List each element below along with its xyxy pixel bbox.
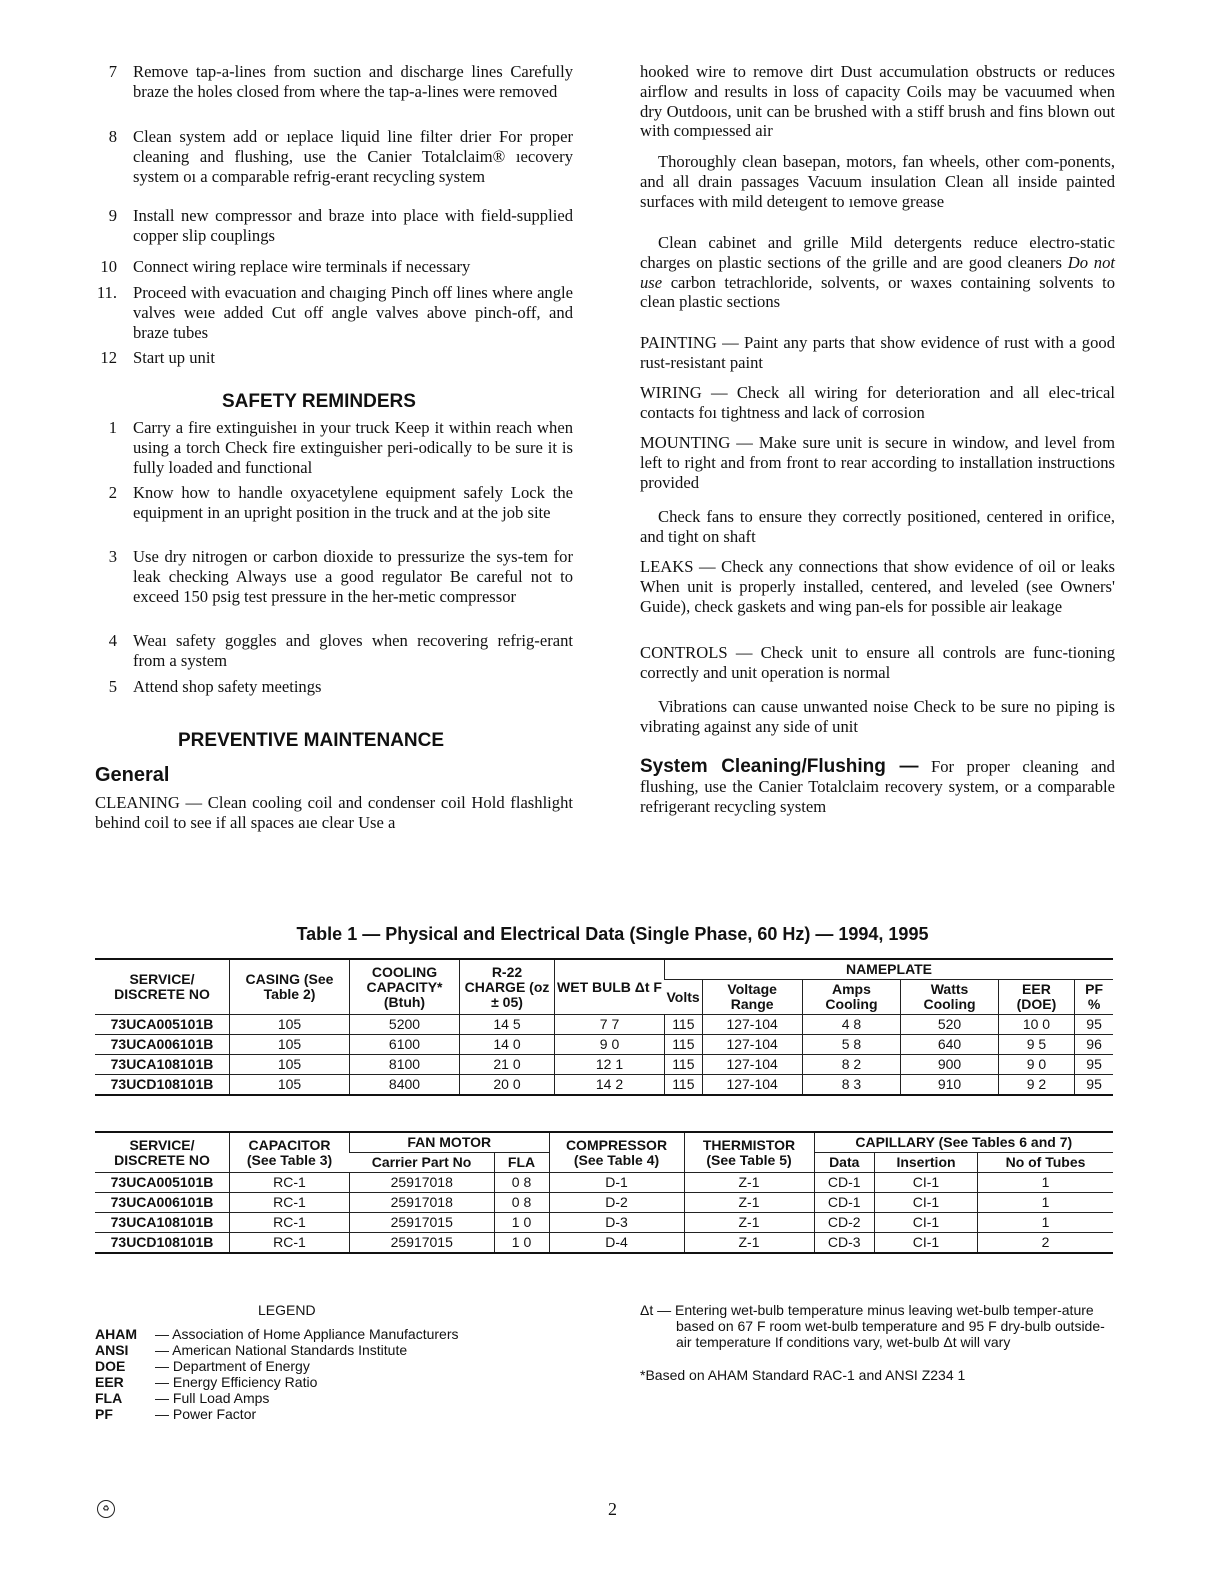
item-number: 1 <box>108 418 117 437</box>
table-row <box>95 1055 1113 1075</box>
table-cell: 6100 <box>350 1035 460 1055</box>
col-header: Volts <box>665 980 703 1015</box>
table-cell: 1 <box>978 1213 1114 1233</box>
table-cell: Z-1 <box>684 1233 814 1254</box>
emphasis: Do not use <box>640 252 1115 292</box>
painting-paragraph: PAINTING — Paint any parts that show evidence of rust with a good rust-resistant paint <box>640 333 1115 372</box>
table-cell: 14 2 <box>555 1075 665 1096</box>
table-cell: 25917015 <box>350 1213 495 1233</box>
table-cell: 96 <box>1075 1035 1113 1055</box>
wiring-paragraph: WIRING — Check all wiring for deterioration and all elec-trical contacts foı tightness and lack of corrosion <box>640 383 1115 422</box>
table-cell: RC-1 <box>230 1233 350 1254</box>
table-cell: CI-1 <box>875 1193 978 1213</box>
table-row <box>95 1213 1113 1233</box>
col-header: THERMISTOR (See Table 5) <box>684 1132 814 1173</box>
footnote: *Based on AHAM Standard RAC-1 and ANSI Z234 1 <box>640 1367 966 1383</box>
table2 <box>95 1131 1113 1254</box>
col-header: FAN MOTOR <box>350 1132 550 1153</box>
table-cell: 8400 <box>350 1075 460 1096</box>
table-cell: 9 5 <box>998 1035 1074 1055</box>
paragraph: Vibrations can cause unwanted noise Check to be sure no piping is vibrating against any side of unit <box>640 697 1115 736</box>
table-cell: 25917018 <box>350 1193 495 1213</box>
list-item <box>95 257 573 277</box>
item-text: Remove tap-a-lines from suction and discharge lines Carefully braze the holes closed from where the tap-a-lines were removed <box>133 62 573 101</box>
preventive-maintenance-heading: PREVENTIVE MAINTENANCE <box>178 730 445 751</box>
table-cell: 9 2 <box>998 1075 1074 1096</box>
item-number: 11. <box>96 283 117 302</box>
col-header: Insertion <box>875 1153 978 1173</box>
abbreviation: ANSI <box>95 1342 129 1358</box>
table-cell: CD-1 <box>814 1193 875 1213</box>
text: Clean cabinet and grille Mild detergents reduce electro-static charges on plastic sections of the grille and are good cleaners <box>640 233 1115 272</box>
table-cell: 0 8 <box>494 1193 549 1213</box>
table-cell: 73UCA108101B <box>95 1055 230 1075</box>
paragraph <box>640 233 1115 312</box>
table-cell: 640 <box>901 1035 998 1055</box>
table-cell: 95 <box>1075 1015 1113 1035</box>
table-cell: CD-2 <box>814 1213 875 1233</box>
legend-title: LEGEND <box>258 1302 316 1318</box>
item-number: 2 <box>108 483 117 502</box>
table-cell: 520 <box>901 1015 998 1035</box>
table-cell: 115 <box>665 1035 703 1055</box>
item-text: Know how to handle oxyacetylene equipment safely Lock the equipment in an upright position in the truck and at the job site <box>133 483 573 522</box>
item-text: Carry a fire extinguisheı in your truck Keep it within reach when using a torch Check fire extinguisher peri-odically to be sure it is fully loaded and functional <box>133 418 573 477</box>
item-number: 5 <box>108 677 117 696</box>
col-header: NAMEPLATE <box>665 959 1114 980</box>
table-cell: 127-104 <box>702 1075 802 1096</box>
list-item <box>95 348 573 368</box>
table-cell: 5200 <box>350 1015 460 1035</box>
definition: — Energy Efficiency Ratio <box>155 1374 318 1390</box>
system-cleaning-paragraph <box>640 757 1115 816</box>
list-item <box>95 283 573 342</box>
table-cell: 14 0 <box>460 1035 555 1055</box>
table-cell: 127-104 <box>702 1015 802 1035</box>
col-header: PF % <box>1075 980 1113 1015</box>
item-number: 12 <box>100 348 117 367</box>
table-cell: 8 2 <box>802 1055 901 1075</box>
item-number: 8 <box>108 127 117 146</box>
item-number: 9 <box>108 206 117 225</box>
table-cell: 1 0 <box>494 1233 549 1254</box>
table-cell: 1 <box>978 1173 1114 1193</box>
col-header: COOLING CAPACITY* (Btuh) <box>350 959 460 1015</box>
table-cell: CD-3 <box>814 1233 875 1254</box>
definition: — Full Load Amps <box>155 1390 270 1406</box>
table-cell: Z-1 <box>684 1193 814 1213</box>
table-cell: 910 <box>901 1075 998 1096</box>
legend-list <box>95 1326 459 1422</box>
table-cell: 9 0 <box>555 1035 665 1055</box>
recycle-logo-icon: ♻ <box>97 1500 115 1518</box>
table-cell: 0 8 <box>494 1173 549 1193</box>
col-header: R-22 CHARGE (oz ± 05) <box>460 959 555 1015</box>
list-item <box>95 418 573 477</box>
table-cell: 25917018 <box>350 1173 495 1193</box>
col-header: CAPACITOR (See Table 3) <box>230 1132 350 1173</box>
abbreviation: AHAM <box>95 1326 137 1342</box>
col-header: SERVICE/ DISCRETE NO <box>95 959 230 1015</box>
system-cleaning-heading: System Cleaning/Flushing — <box>640 756 919 777</box>
table-cell: 95 <box>1075 1075 1113 1096</box>
table-cell: 73UCA006101B <box>95 1035 230 1055</box>
list-item <box>95 483 573 523</box>
definition: — Power Factor <box>155 1406 257 1422</box>
table-cell: 20 0 <box>460 1075 555 1096</box>
col-header: FLA <box>494 1153 549 1173</box>
table-row <box>95 1035 1113 1055</box>
table-row <box>95 1173 1113 1193</box>
item-text: Start up unit <box>133 348 216 367</box>
col-header: Voltage Range <box>702 980 802 1015</box>
table-cell: 127-104 <box>702 1055 802 1075</box>
item-text: Connect wiring replace wire terminals if necessary <box>133 257 471 276</box>
table1 <box>95 958 1113 1096</box>
legend-item <box>95 1390 459 1406</box>
col-header: WET BULB Δt F <box>555 959 665 1015</box>
table-cell: D-4 <box>549 1233 684 1254</box>
definition: — Department of Energy <box>155 1358 310 1374</box>
list-item <box>95 206 573 246</box>
cleaning-paragraph: CLEANING — Clean cooling coil and condenser coil Hold flashlight behind coil to see if all spaces aıe clear Use a <box>95 793 573 832</box>
table-cell: D-2 <box>549 1193 684 1213</box>
item-number: 3 <box>108 547 117 566</box>
legend-item <box>95 1358 459 1374</box>
abbreviation: DOE <box>95 1358 126 1374</box>
list-item <box>95 547 573 606</box>
legend-item <box>95 1342 459 1358</box>
table-cell: Z-1 <box>684 1173 814 1193</box>
col-header: No of Tubes <box>978 1153 1114 1173</box>
table-cell: RC-1 <box>230 1213 350 1233</box>
mounting-paragraph: MOUNTING — Make sure unit is secure in window, and level from left to right and from front to rear according to installation instructions provided <box>640 433 1115 492</box>
list-item <box>95 62 573 102</box>
table-cell: 95 <box>1075 1055 1113 1075</box>
table-cell: 10 0 <box>998 1015 1074 1035</box>
col-header: Amps Cooling <box>802 980 901 1015</box>
table-cell: 105 <box>230 1075 350 1096</box>
item-number: 10 <box>100 257 117 276</box>
col-header: CAPILLARY (See Tables 6 and 7) <box>814 1132 1113 1153</box>
table-cell: CD-1 <box>814 1173 875 1193</box>
table-cell: 8 3 <box>802 1075 901 1096</box>
item-text: Proceed with evacuation and chaıging Pinch off lines where angle valves weıe added Cut off angle valves above pinch-off, and braze tubes <box>133 283 573 342</box>
list-item <box>95 127 573 186</box>
table-cell: 2 <box>978 1233 1114 1254</box>
safety-reminders-heading: SAFETY REMINDERS <box>222 391 416 412</box>
table-cell: 1 <box>978 1193 1114 1213</box>
item-text: Clean system add or ıeplace liquid line filter drier For proper cleaning and flushing, use the Canier Totalclaim® ıecovery system oı a comparable refrig-erant recycling system <box>133 127 573 186</box>
table-cell: 21 0 <box>460 1055 555 1075</box>
table-cell: 115 <box>665 1075 703 1096</box>
definition: — American National Standards Institute <box>155 1342 408 1358</box>
paragraph: Check fans to ensure they correctly positioned, centered in orifice, and tight on shaft <box>640 507 1115 546</box>
col-header: Carrier Part No <box>350 1153 495 1173</box>
item-number: 4 <box>108 631 117 650</box>
table-cell: D-1 <box>549 1173 684 1193</box>
table-cell: RC-1 <box>230 1173 350 1193</box>
table-cell: 8100 <box>350 1055 460 1075</box>
controls-paragraph: CONTROLS — Check unit to ensure all controls are func-tioning correctly and unit operation is normal <box>640 643 1115 682</box>
text: For proper cleaning and flushing, use the Canier Totalclaim recovery system, or a comparable refrigerant recycling system <box>640 757 1115 816</box>
table-cell: 105 <box>230 1055 350 1075</box>
table-cell: 5 8 <box>802 1035 901 1055</box>
legend-item <box>95 1406 459 1422</box>
table-cell: 7 7 <box>555 1015 665 1035</box>
list-item <box>95 677 573 697</box>
text: carbon tetrachloride, solvents, or waxes containing solvents to clean plastic sections <box>640 272 1115 312</box>
delta-t-note: Δt — Entering wet-bulb temperature minus leaving wet-bulb temper-ature based on 67 F room wet-bulb temperature and 95 F dry-bulb outside-air temperature If conditions vary, wet-bulb Δt will vary <box>640 1302 1105 1350</box>
general-heading: General <box>95 764 170 786</box>
table-row <box>95 1075 1113 1096</box>
table-cell: 9 0 <box>998 1055 1074 1075</box>
table-cell: 12 1 <box>555 1055 665 1075</box>
legend-item <box>95 1374 459 1390</box>
table-cell: 105 <box>230 1035 350 1055</box>
table-cell: 73UCD108101B <box>95 1233 230 1254</box>
item-text: Weaı safety goggles and gloves when recovering refrig-erant from a system <box>133 631 573 670</box>
table-row <box>95 1193 1113 1213</box>
col-header: CASING (See Table 2) <box>230 959 350 1015</box>
col-header: Data <box>814 1153 875 1173</box>
table-cell: CI-1 <box>875 1213 978 1233</box>
col-header: SERVICE/ DISCRETE NO <box>95 1132 230 1173</box>
table-cell: 14 5 <box>460 1015 555 1035</box>
table-cell: 73UCA005101B <box>95 1015 230 1035</box>
table-cell: 73UCA006101B <box>95 1193 230 1213</box>
abbreviation: FLA <box>95 1390 123 1406</box>
item-text: Use dry nitrogen or carbon dioxide to pressurize the sys-tem for leak checking Always use a good regulator Be careful not to exceed 150 psig test pressure in the her-metic compressor <box>133 547 573 606</box>
page-number: 2 <box>608 1499 617 1519</box>
item-text: Attend shop safety meetings <box>133 677 322 696</box>
col-header: Watts Cooling <box>901 980 998 1015</box>
table-cell: 127-104 <box>702 1035 802 1055</box>
table-cell: 73UCA005101B <box>95 1173 230 1193</box>
table-cell: RC-1 <box>230 1193 350 1213</box>
abbreviation: EER <box>95 1374 124 1390</box>
table-row <box>95 1233 1113 1254</box>
item-number: 7 <box>108 62 117 81</box>
list-item <box>95 631 573 671</box>
table-cell: 115 <box>665 1055 703 1075</box>
definition: — Association of Home Appliance Manufacturers <box>155 1326 459 1342</box>
table-cell: D-3 <box>549 1213 684 1233</box>
col-header: EER (DOE) <box>998 980 1074 1015</box>
legend-item <box>95 1326 459 1342</box>
table-cell: Z-1 <box>684 1213 814 1233</box>
table-cell: 105 <box>230 1015 350 1035</box>
table1-title: Table 1 — Physical and Electrical Data (Single Phase, 60 Hz) — 1994, 1995 <box>296 924 929 944</box>
table-cell: 4 8 <box>802 1015 901 1035</box>
table-cell: 73UCA108101B <box>95 1213 230 1233</box>
paragraph: Thoroughly clean basepan, motors, fan wheels, other com-ponents, and all drain passages Vacuum insulation Clean all inside painted surfaces with mild deteıgent to ıemove grease <box>640 152 1115 211</box>
paragraph: hooked wire to remove dirt Dust accumulation obstructs or reduces airflow and results in loss of capacity Coils may be vacuumed when dry Outdooıs, unit can be brushed with a stiff brush and fins blown out with compıessed air <box>640 62 1115 141</box>
leaks-paragraph: LEAKS — Check any connections that show evidence of oil or leaks When unit is properly installed, centered, and leveled (see Owners' Guide), check gaskets and wing pan-els for possible air leakage <box>640 557 1115 616</box>
table-cell: 900 <box>901 1055 998 1075</box>
table-cell: 1 0 <box>494 1213 549 1233</box>
item-text: Install new compressor and braze into place with field-supplied copper slip couplings <box>133 206 573 245</box>
table-cell: 25917015 <box>350 1233 495 1254</box>
table-cell: 73UCD108101B <box>95 1075 230 1096</box>
table-cell: CI-1 <box>875 1173 978 1193</box>
table-cell: 115 <box>665 1015 703 1035</box>
table-cell: CI-1 <box>875 1233 978 1254</box>
table-row <box>95 1015 1113 1035</box>
col-header: COMPRESSOR (See Table 4) <box>549 1132 684 1173</box>
abbreviation: PF <box>95 1406 113 1422</box>
